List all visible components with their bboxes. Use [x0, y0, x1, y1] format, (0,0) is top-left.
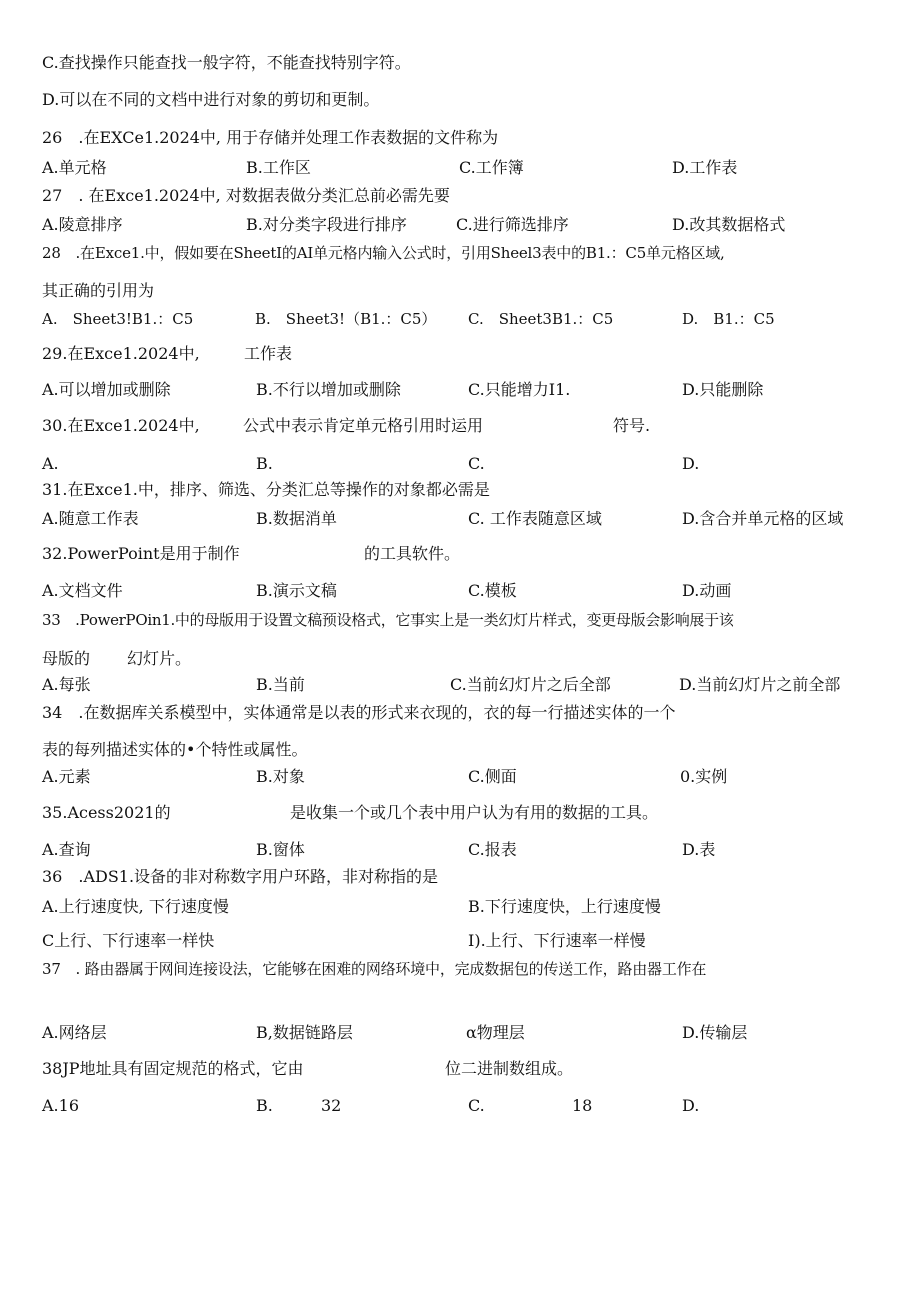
option-text: D.当前幻灯片之前全部	[679, 675, 841, 694]
text-line	[42, 53, 411, 73]
option-text: B.演示文稿	[256, 581, 337, 600]
option-b	[256, 380, 401, 400]
question-text: 26 .在EXCe1.2024中, 用于存储并处理工作表数据的文件称为	[42, 128, 499, 147]
line-text: C.查找操作只能查找一般字符，不能查找特别字符。	[42, 53, 411, 72]
line-text: D.可以在不同的文档中进行对象的剪切和更制。	[42, 90, 380, 109]
question-36	[42, 867, 438, 887]
option-text: A.文档文件	[42, 581, 123, 600]
question-text: 33 .PowerPOin1.中的母版用于设置文稿预设格式，它事实上是一类幻灯片样式，变更母版会影响展于该	[42, 611, 734, 629]
option-text: A.上行速度快, 下行速度慢	[42, 897, 229, 916]
option-text: A.查询	[42, 840, 91, 859]
option-text: D.工作表	[672, 158, 738, 177]
option-b	[256, 1023, 353, 1043]
option-text: B.工作区	[246, 158, 311, 177]
option-text: C.当前幻灯片之后全部	[450, 675, 611, 694]
option-d	[682, 581, 731, 601]
option-d	[680, 767, 727, 787]
option-text: A.随意工作表	[42, 509, 139, 528]
option-text: C.进行筛选排序	[456, 215, 569, 234]
option-a	[42, 215, 123, 235]
option-text: D.传输层	[682, 1023, 748, 1042]
option-text: C上行、下行速率一样快	[42, 931, 215, 950]
option-text: 32	[321, 1096, 342, 1115]
option-text: B.下行速度快，上行速度慢	[468, 897, 661, 916]
option-c	[450, 675, 611, 695]
option-text: A.陵意排序	[42, 215, 123, 234]
question-26	[42, 128, 498, 148]
option-text: D.	[682, 1096, 700, 1115]
option-a	[42, 1096, 79, 1116]
question-text: 36 .ADS1.设备的非对称数字用户环路，非对称指的是	[42, 867, 439, 886]
option-b	[256, 509, 337, 529]
option-text: C.工作簿	[459, 158, 524, 177]
option-text: C.报表	[468, 840, 517, 859]
option-a	[42, 840, 91, 860]
option-text: C.模板	[468, 581, 517, 600]
question-32	[42, 544, 240, 564]
option-a	[42, 380, 171, 400]
option-b-value	[321, 1096, 341, 1116]
question-33	[42, 610, 734, 630]
question-text: 29.在Exce1.2024中,	[42, 344, 200, 363]
option-a	[42, 675, 91, 695]
question-text: 35.Acess2021的	[42, 803, 171, 822]
option-d	[682, 1023, 747, 1043]
question-text: 30.在Exce1.2024中,	[42, 416, 200, 435]
question-text: 公式中表示肯定单元格引用时运用	[243, 416, 484, 435]
option-d	[468, 931, 646, 951]
question-37	[42, 959, 706, 979]
option-text: C.只能增力I1.	[468, 380, 571, 399]
option-d	[682, 454, 699, 474]
option-a	[42, 309, 193, 329]
option-b	[256, 675, 305, 695]
question-32-tail	[364, 544, 460, 564]
question-30-mid	[243, 416, 483, 436]
option-text: 0.实例	[680, 767, 728, 786]
question-29	[42, 344, 200, 364]
question-text: 28 .在Exce1.中，假如要在SheetI的AI单元格内输入公式时，引用Sheel3表中的B1.：C5单元格区域,	[42, 244, 725, 262]
option-c	[459, 158, 524, 178]
question-38-tail	[445, 1059, 573, 1079]
option-a	[42, 767, 91, 787]
option-c	[42, 931, 214, 951]
option-a	[42, 454, 59, 474]
option-text: A. Sheet3!B1.：C5	[42, 310, 194, 328]
option-c	[468, 767, 517, 787]
option-text: D.只能删除	[682, 380, 764, 399]
option-a	[42, 1023, 107, 1043]
option-text: C.侧面	[468, 767, 517, 786]
question-31	[42, 480, 490, 500]
option-c	[468, 380, 570, 400]
option-text: A.每张	[42, 675, 91, 694]
option-c	[456, 215, 569, 235]
line-text: 其正确的引用为	[42, 281, 155, 300]
question-38	[42, 1059, 304, 1079]
question-28	[42, 243, 725, 263]
option-text: I).上行、下行速率一样慢	[468, 931, 646, 950]
question-text: 38JP地址具有固定规范的格式，它由	[42, 1059, 304, 1078]
question-35-tail	[290, 803, 658, 823]
question-text: 34 .在数据库关系模型中，实体通常是以表的形式来衣现的，衣的每一行描述实体的一个	[42, 703, 676, 722]
option-text: C.	[468, 1096, 485, 1115]
option-text: A.16	[42, 1096, 79, 1115]
option-b	[256, 767, 305, 787]
question-text: 的工具软件。	[364, 544, 461, 563]
option-d	[682, 840, 715, 860]
option-text: B.窗体	[256, 840, 305, 859]
option-text: B.	[256, 1096, 273, 1115]
option-b	[256, 454, 273, 474]
option-a	[42, 509, 139, 529]
text-line	[42, 649, 90, 669]
option-d	[682, 509, 843, 529]
option-b	[246, 215, 407, 235]
option-d	[682, 309, 775, 329]
question-35	[42, 803, 171, 823]
option-c	[468, 454, 485, 474]
line-text: 幻灯片。	[127, 649, 192, 668]
option-text: A.元素	[42, 767, 91, 786]
option-text: B. Sheet3!（B1.：C5）	[255, 310, 437, 328]
line-text: 表的每列描述实体的•个特性或属性。	[42, 740, 308, 759]
option-c	[468, 1096, 485, 1116]
text-line	[127, 649, 191, 669]
option-text: B.数据消单	[256, 509, 337, 528]
option-text: A.	[42, 454, 59, 473]
option-text: A.网络层	[42, 1023, 107, 1042]
option-text: B.对象	[256, 767, 305, 786]
question-text: 位二进制数组成。	[445, 1059, 574, 1078]
option-b	[256, 581, 337, 601]
option-b	[468, 897, 661, 917]
option-text: D. B1.：C5	[682, 310, 775, 328]
option-text: A.可以增加或删除	[42, 380, 171, 399]
option-c	[468, 509, 602, 529]
option-text: D.表	[682, 840, 716, 859]
question-29-tail	[244, 344, 292, 364]
question-30	[42, 416, 200, 436]
option-c	[468, 581, 517, 601]
question-text: 32.PowerPoint是用于制作	[42, 544, 240, 563]
text-line	[42, 90, 379, 110]
option-text: C. Sheet3B1.：C5	[468, 310, 614, 328]
text-line	[42, 740, 307, 760]
option-a	[42, 581, 123, 601]
question-text: 是收集一个或几个表中用户认为有用的数据的工具。	[290, 803, 659, 822]
option-text: D.含合并单元格的区域	[682, 509, 844, 528]
option-a	[42, 158, 107, 178]
text-line	[42, 281, 154, 301]
question-text: 符号.	[613, 416, 651, 435]
option-c	[466, 1023, 525, 1043]
option-text: B.对分类字段进行排序	[246, 215, 407, 234]
option-d	[679, 675, 840, 695]
option-a	[42, 897, 229, 917]
option-text: B,数据链路层	[256, 1023, 353, 1042]
option-b	[256, 1096, 273, 1116]
question-text: 37 . 路由器属于网间连接设法，它能够在困难的网络环境中，完成数据包的传送工作，路由器工作在	[42, 960, 707, 978]
option-text: 18	[572, 1096, 593, 1115]
question-text: 27 . 在Exce1.2024中, 对数据表做分类汇总前必需先要	[42, 186, 450, 205]
option-text: A.单元格	[42, 158, 107, 177]
option-text: D.动画	[682, 581, 732, 600]
option-d	[672, 158, 737, 178]
question-text: 31.在Exce1.中，排序、筛选、分类汇总等操作的对象都必需是	[42, 480, 490, 499]
option-text: D.改其数据格式	[672, 215, 786, 234]
option-b	[246, 158, 311, 178]
option-text: α物理层	[466, 1023, 525, 1042]
line-text: 母版的	[42, 649, 91, 668]
option-d	[682, 1096, 699, 1116]
option-c	[468, 840, 517, 860]
option-text: D.	[682, 454, 700, 473]
option-c-value	[572, 1096, 592, 1116]
option-b	[256, 840, 305, 860]
question-30-tail	[613, 416, 650, 436]
option-d	[682, 380, 763, 400]
option-text: C. 工作表随意区域	[468, 509, 602, 528]
question-27	[42, 186, 450, 206]
option-text: B.	[256, 454, 273, 473]
option-text: B.当前	[256, 675, 305, 694]
option-text: C.	[468, 454, 485, 473]
option-d	[672, 215, 785, 235]
option-text: B.不行以增加或删除	[256, 380, 401, 399]
question-34	[42, 703, 675, 723]
question-text: 工作表	[244, 344, 293, 363]
option-c	[468, 309, 613, 329]
option-b	[255, 309, 436, 329]
